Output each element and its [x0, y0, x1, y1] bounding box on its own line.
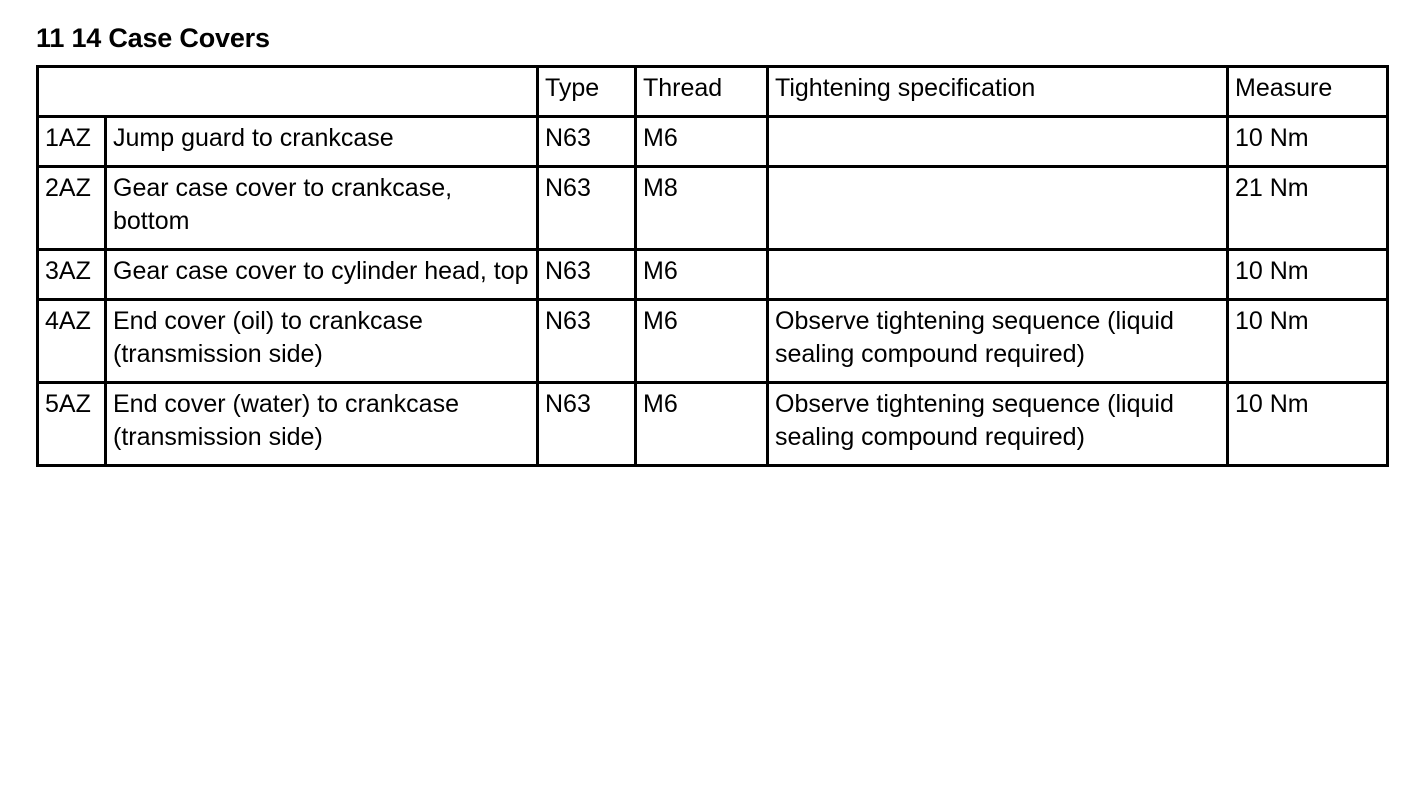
row-measure: 21 Nm [1228, 166, 1388, 249]
row-id: 2AZ [38, 166, 106, 249]
row-description: Gear case cover to cylinder head, top [106, 249, 538, 299]
row-tightening-specification [768, 166, 1228, 249]
column-header-type: Type [538, 66, 636, 116]
table-row [38, 249, 1388, 299]
row-type: N63 [538, 382, 636, 465]
column-header-measure: Measure [1228, 66, 1388, 116]
column-header-thread: Thread [636, 66, 768, 116]
row-tightening-specification [768, 249, 1228, 299]
page-title: 11 14 Case Covers [36, 23, 270, 53]
row-id: 3AZ [38, 249, 106, 299]
table-row [38, 116, 1388, 166]
row-thread: M6 [636, 116, 768, 166]
row-tightening-specification [768, 116, 1228, 166]
table-row [38, 382, 1388, 465]
table-row [38, 166, 1388, 249]
row-description: End cover (water) to crankcase (transmission side) [106, 382, 538, 465]
row-thread: M8 [636, 166, 768, 249]
row-description: Jump guard to crankcase [106, 116, 538, 166]
column-header-tightening-specification: Tightening specification [768, 66, 1228, 116]
row-description: End cover (oil) to crankcase (transmission side) [106, 299, 538, 382]
row-tightening-specification: Observe tightening sequence (liquid sealing compound required) [768, 382, 1228, 465]
torque-specification-table [36, 65, 1389, 467]
row-thread: M6 [636, 249, 768, 299]
table-body [38, 116, 1388, 465]
row-tightening-specification: Observe tightening sequence (liquid sealing compound required) [768, 299, 1228, 382]
row-id: 4AZ [38, 299, 106, 382]
row-measure: 10 Nm [1228, 249, 1388, 299]
row-type: N63 [538, 249, 636, 299]
row-id: 1AZ [38, 116, 106, 166]
row-id: 5AZ [38, 382, 106, 465]
table-row [38, 299, 1388, 382]
row-type: N63 [538, 166, 636, 249]
row-description: Gear case cover to crankcase, bottom [106, 166, 538, 249]
row-thread: M6 [636, 299, 768, 382]
table-header-row [38, 66, 1388, 116]
table-header [38, 66, 1388, 116]
row-type: N63 [538, 116, 636, 166]
row-measure: 10 Nm [1228, 116, 1388, 166]
column-header-blank [38, 66, 538, 116]
row-measure: 10 Nm [1228, 382, 1388, 465]
row-thread: M6 [636, 382, 768, 465]
row-type: N63 [538, 299, 636, 382]
row-measure: 10 Nm [1228, 299, 1388, 382]
